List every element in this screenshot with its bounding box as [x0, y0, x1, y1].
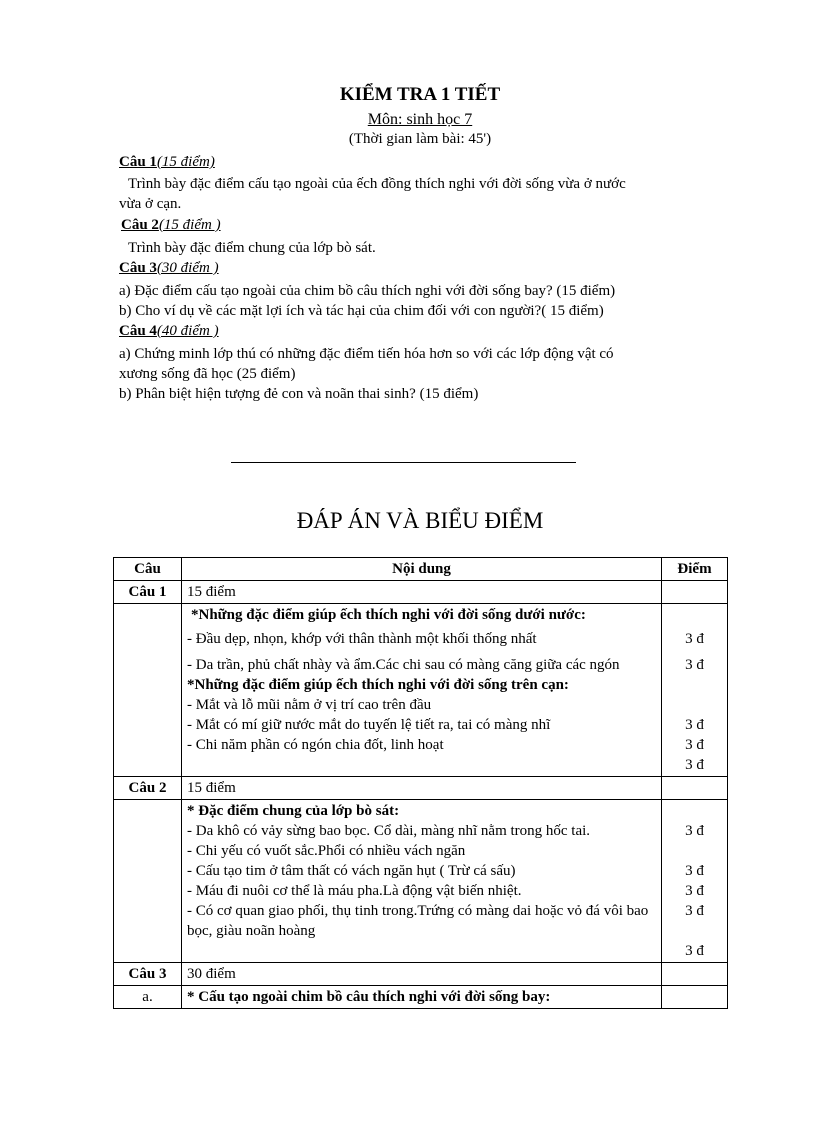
- question-1-line: vừa ở cạn.: [119, 196, 182, 212]
- cell-content: [182, 800, 662, 963]
- content-line: - Có cơ quan giao phối, thụ tinh trong.Trứng có màng dai hoặc vỏ đá vôi bao bọc, giàu noãn hoàng: [187, 903, 649, 939]
- cell-cau: Câu 2: [114, 777, 182, 800]
- header-diem: Điểm: [662, 558, 728, 581]
- content-line: - Mắt và lỗ mũi nằm ở vị trí cao trên đầu: [187, 697, 432, 713]
- question-4-line: b) Phân biệt hiện tượng đẻ con và noãn thai sinh? (15 điểm): [119, 386, 479, 402]
- content-line: - Mắt có mí giữ nước mắt do tuyến lệ tiết ra, tai có màng nhĩ: [187, 717, 551, 733]
- question-2-text: [128, 238, 748, 258]
- content-line: - Chi năm phần có ngón chia đốt, linh hoạt: [187, 737, 444, 753]
- cell-content: [182, 604, 662, 777]
- content-line: - Da trần, phủ chất nhày và ẩm.Các chi sau có màng căng giữa các ngón: [187, 657, 620, 673]
- question-3-text: [119, 281, 769, 321]
- question-3-label: Câu 3: [119, 260, 157, 276]
- score: 3 đ: [685, 657, 704, 673]
- question-2-heading: [121, 217, 221, 234]
- cell-content: 30 điểm: [182, 963, 662, 986]
- score: 3 đ: [685, 717, 704, 733]
- score: 3 đ: [685, 737, 704, 753]
- score: 3 đ: [685, 903, 704, 919]
- question-4-line: xương sống đã học (25 điểm): [119, 366, 296, 382]
- score: 3 đ: [685, 823, 704, 839]
- table-row: [114, 800, 728, 963]
- cell-cau: Câu 1: [114, 581, 182, 604]
- cell-cau: [114, 604, 182, 777]
- question-3-line: a) Đặc điểm cấu tạo ngoài của chim bồ câu thích nghi với đời sống bay? (15 điểm): [119, 283, 616, 299]
- score: 3 đ: [685, 883, 704, 899]
- header-noidung: Nội dung: [182, 558, 662, 581]
- score: 3 đ: [685, 943, 704, 959]
- score: 3 đ: [685, 863, 704, 879]
- page-title: KIỂM TRA 1 TIẾT: [339, 84, 501, 105]
- cell-content: 15 điểm: [182, 777, 662, 800]
- table-header-row: [114, 558, 728, 581]
- content-line: - Máu đi nuôi cơ thể là máu pha.Là động vật biến nhiệt.: [187, 883, 522, 899]
- cell-diem: [662, 963, 728, 986]
- answer-table: [113, 557, 728, 1009]
- content-line: - Cấu tạo tim ở tâm thất có vách ngăn hụt ( Trừ cá sấu): [187, 863, 516, 879]
- content-heading: * Đặc điểm chung của lớp bò sát:: [187, 803, 400, 819]
- cell-cau: a.: [114, 986, 182, 1009]
- content-heading: *Những đặc điểm giúp ếch thích nghi với đời sống dưới nước:: [191, 607, 586, 623]
- question-4-heading: [119, 323, 219, 340]
- question-1-label: Câu 1: [119, 154, 157, 170]
- cell-diem: [662, 986, 728, 1009]
- question-2-points: (15 điểm ): [158, 217, 221, 233]
- cell-diem: [662, 777, 728, 800]
- header-cau: Câu: [114, 558, 182, 581]
- score: 3 đ: [685, 631, 704, 647]
- separator-line: [231, 462, 576, 463]
- question-2-label: Câu 2: [121, 217, 159, 233]
- cell-cau: Câu 3: [114, 963, 182, 986]
- table-row: [114, 581, 728, 604]
- table-row: [114, 963, 728, 986]
- content-line: - Da khô có vảy sừng bao bọc. Cổ dài, màng nhĩ nằm trong hốc tai.: [187, 823, 591, 839]
- cell-diem: [662, 604, 728, 777]
- content-line: - Chi yếu có vuốt sắc.Phổi có nhiều vách ngăn: [187, 843, 466, 859]
- score: 3 đ: [685, 757, 704, 773]
- table-row: [114, 777, 728, 800]
- subject-line: Môn: sinh học 7: [367, 111, 473, 128]
- question-4-line: a) Chứng minh lớp thú có những đặc điểm tiến hóa hơn so với các lớp động vật có: [119, 346, 614, 362]
- cell-content: * Cấu tạo ngoài chim bồ câu thích nghi với đời sống bay:: [182, 986, 662, 1009]
- content-heading: *Những đặc điểm giúp ếch thích nghi với đời sống trên cạn:: [187, 677, 569, 693]
- question-3-points: (30 điểm ): [156, 260, 219, 276]
- table-row: [114, 604, 728, 777]
- cell-diem: [662, 581, 728, 604]
- question-3-heading: [119, 260, 219, 277]
- table-row: [114, 986, 728, 1009]
- question-1-text: [119, 174, 759, 214]
- question-1-heading: [119, 154, 215, 171]
- question-2-line: Trình bày đặc điểm chung của lớp bò sát.: [128, 240, 376, 256]
- cell-diem: [662, 800, 728, 963]
- question-4-label: Câu 4: [119, 323, 157, 339]
- question-4-text: [119, 344, 769, 404]
- content-line: - Đầu dẹp, nhọn, khớp với thân thành một khối thống nhất: [187, 631, 537, 647]
- answer-title: ĐÁP ÁN VÀ BIỂU ĐIỂM: [296, 508, 544, 533]
- question-3-line: b) Cho ví dụ về các mặt lợi ích và tác hại của chim đối với con người?( 15 điểm): [119, 303, 604, 319]
- cell-cau: [114, 800, 182, 963]
- time-line: (Thời gian làm bài: 45'): [348, 131, 492, 147]
- question-1-line: Trình bày đặc điểm cấu tạo ngoài của ếch đồng thích nghi với đời sống vừa ở nước: [128, 176, 626, 192]
- question-1-points: (15 điểm): [156, 154, 215, 170]
- cell-content: 15 điểm: [182, 581, 662, 604]
- question-4-points: (40 điểm ): [156, 323, 219, 339]
